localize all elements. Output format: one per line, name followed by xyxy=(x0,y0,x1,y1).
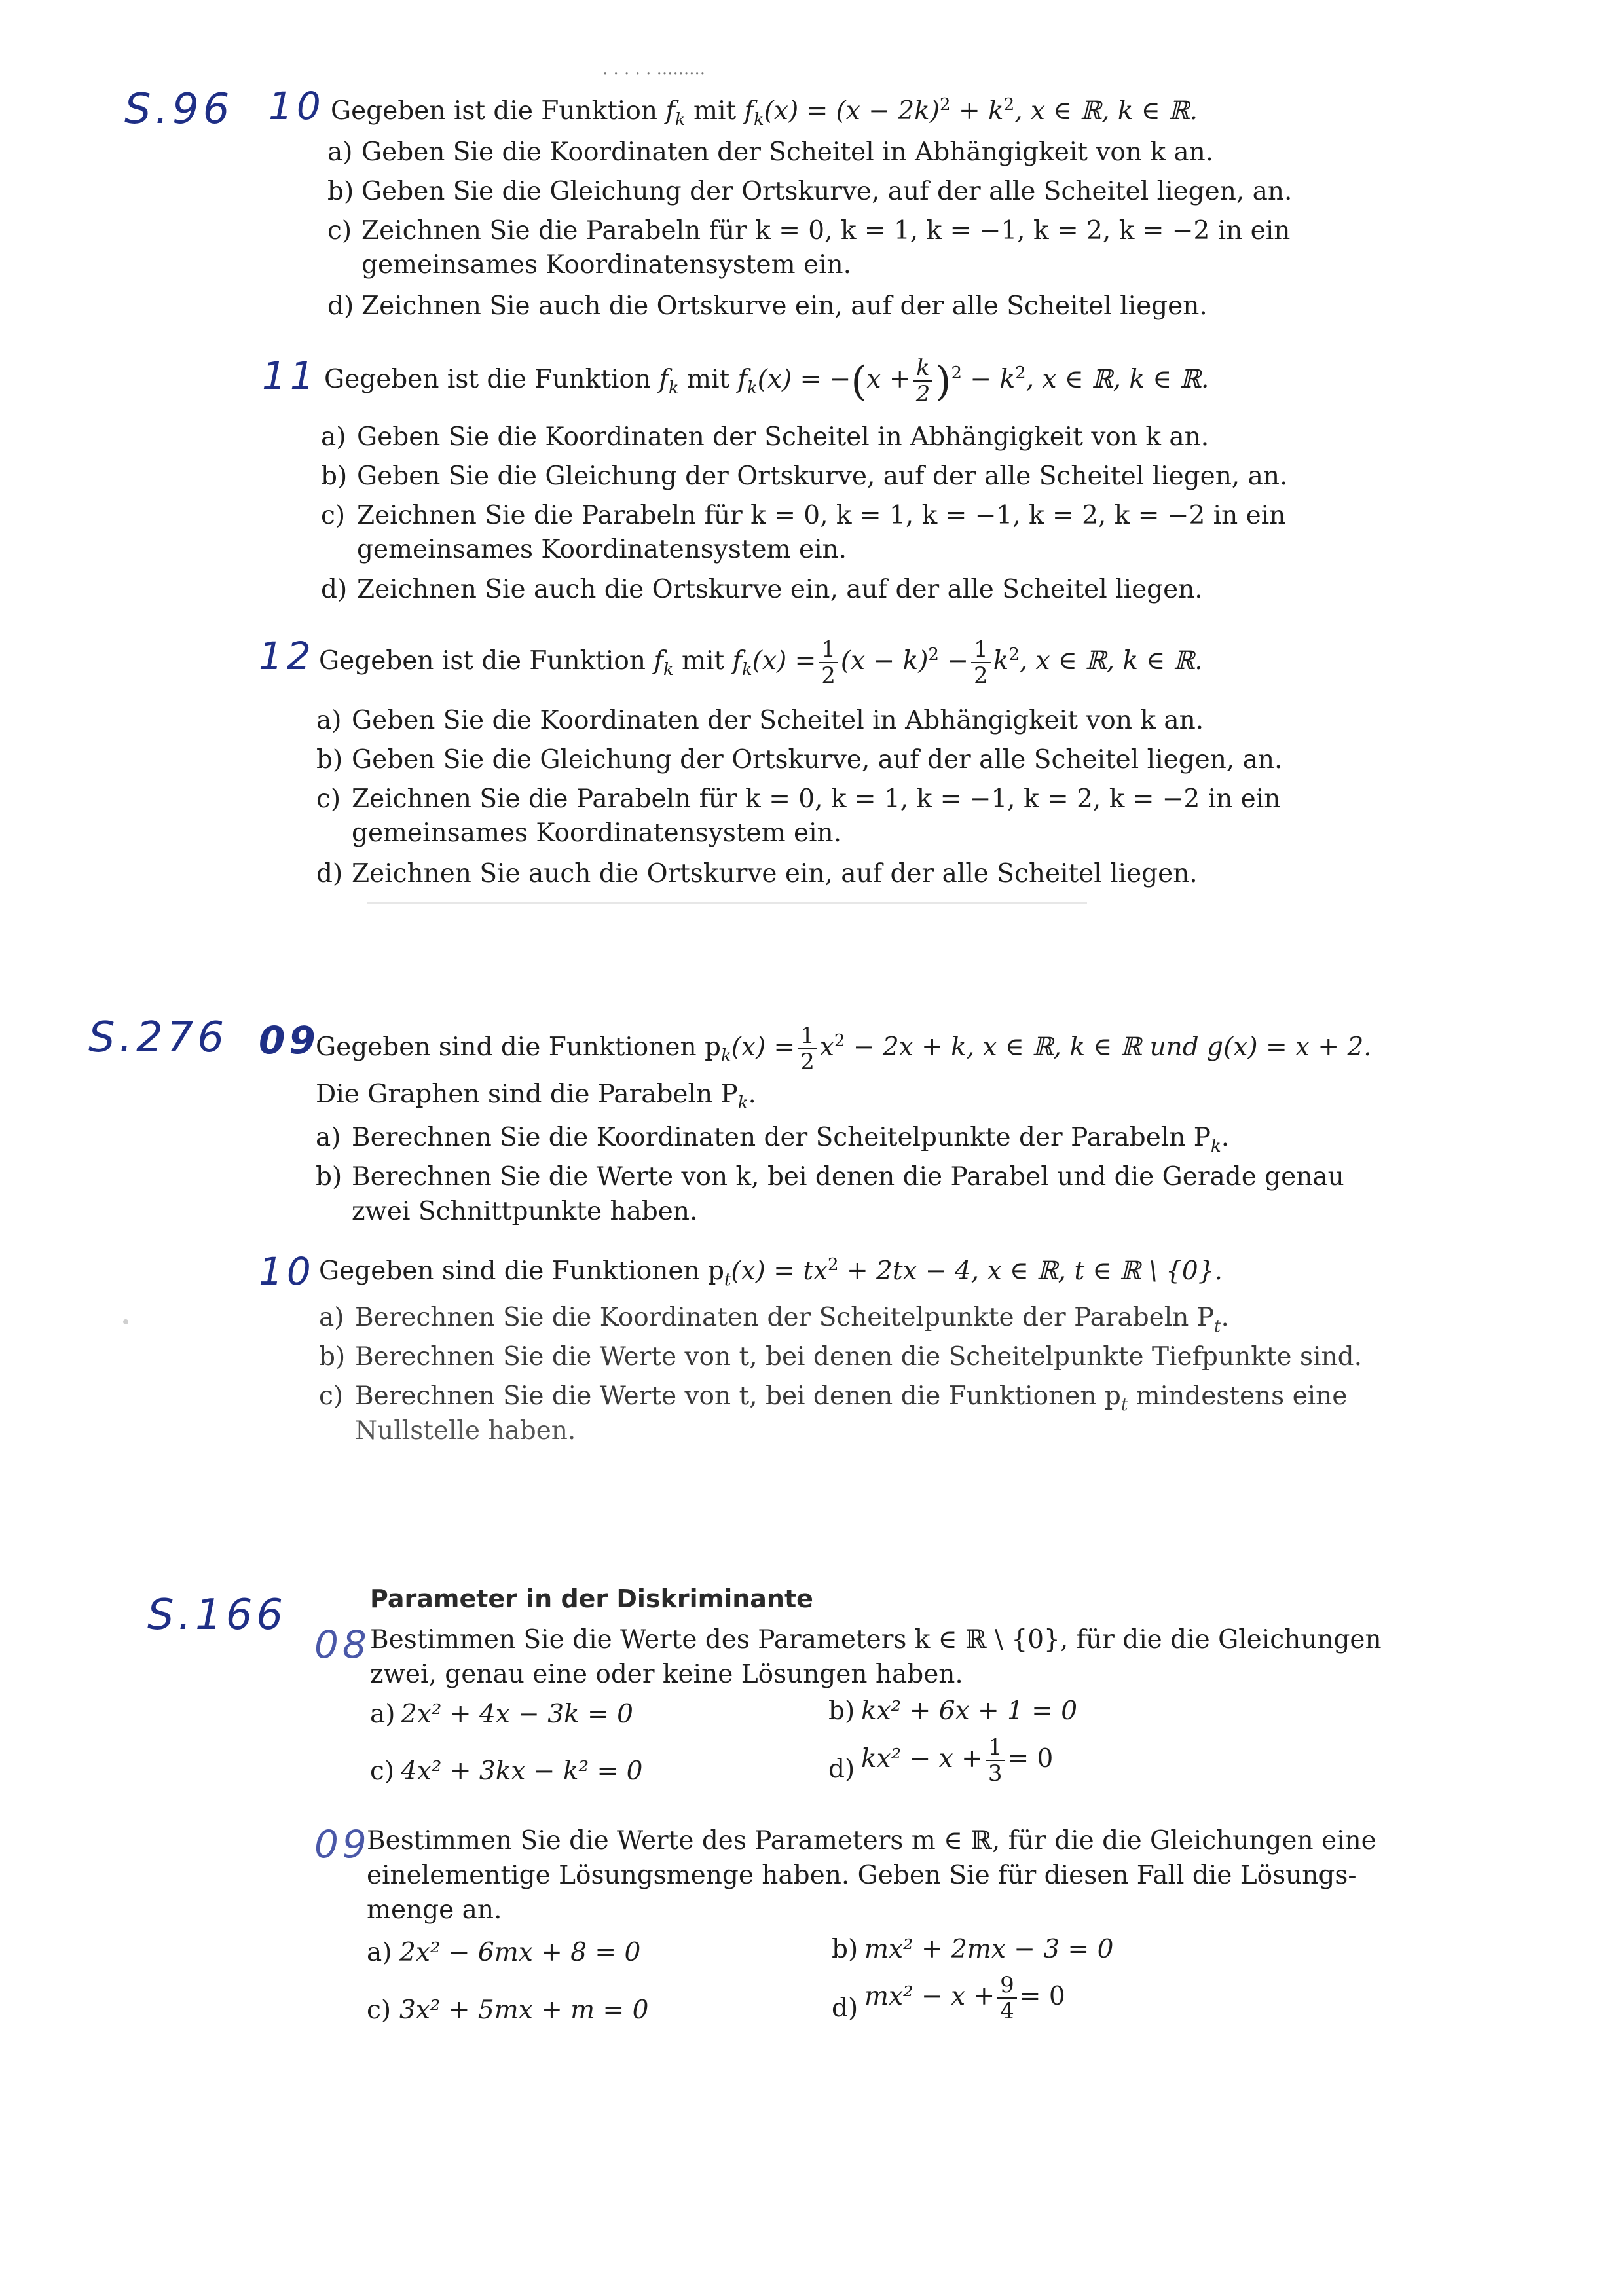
subtask-text: Geben Sie die Koordinaten der Scheitel in Abhängigkeit von k an. xyxy=(352,706,1204,735)
task-statement: Bestimmen Sie die Werte des Parameters m ∈ ℝ, für die die Gleichungen eine xyxy=(367,1826,1376,1855)
task-statement: Gegeben sind die Funktionen $p_k(x)$ = $\frac{1}{2}$ $x^2 - 2x + k$, x ∈ ℝ, k ∈ ℝ und g(x) = x + 2. xyxy=(316,1023,1372,1075)
scan-speck xyxy=(123,1319,128,1324)
subtask-label: d) xyxy=(321,575,348,604)
equation: 2x² − 6mx + 8 = 0 xyxy=(399,1938,641,1967)
subtask-text: Berechnen Sie die Koordinaten der Scheitelpunkte der Parabeln $P_k$. xyxy=(352,1123,1230,1156)
handwritten-page-ref: S.276 xyxy=(88,1013,229,1062)
subtask-label: b) xyxy=(321,462,348,491)
equation: 4x² + 3kx − k² = 0 xyxy=(401,1757,643,1786)
equation-label: a) xyxy=(370,1700,396,1729)
handwritten-page-ref: S.166 xyxy=(147,1591,287,1639)
subtask-text-cont: gemeinsames Koordinatensystem ein. xyxy=(361,250,852,280)
task-statement: Gegeben ist die Funktion $f_k$ mit $f_k(x)$ = $\frac{1}{2}$ $(x - k)^2$ − $\frac{1}{2}$ $k^2$, x ∈ ℝ, k ∈ ℝ. xyxy=(319,636,1203,689)
task-statement-cont: Die Graphen sind die Parabeln $P_k$. xyxy=(316,1080,756,1113)
task-statement: Gegeben ist die Funktion $f_k$ mit $f_k(x) = (x - 2k)^2 + k^2$, x ∈ ℝ, k ∈ ℝ. xyxy=(331,95,1198,130)
task-statement: Gegeben sind die Funktionen $p_t(x) = tx^2 + 2tx - 4$, x ∈ ℝ, t ∈ ℝ \ {0}. xyxy=(319,1255,1223,1290)
equation: kx² − x + $\frac{1}{3}$ = 0 xyxy=(861,1734,1054,1787)
subtask-text: Berechnen Sie die Werte von t, bei denen die Funktionen $p_t$ mindestens eine xyxy=(355,1381,1348,1415)
handwritten-task-number: 12 xyxy=(259,634,315,678)
task-statement: Bestimmen Sie die Werte des Parameters k ∈ ℝ \ {0}, für die die Gleichungen xyxy=(370,1625,1382,1654)
subtask-text-cont: gemeinsames Koordinatensystem ein. xyxy=(357,535,847,564)
subtask-text-cont: Nullstelle haben. xyxy=(355,1416,576,1446)
scan-shadow-line xyxy=(367,902,1087,904)
subtask-label: a) xyxy=(321,422,346,452)
subtask-label: c) xyxy=(327,216,352,246)
subtask-text: Geben Sie die Koordinaten der Scheitel in Abhängigkeit von k an. xyxy=(357,422,1209,452)
subtask-label: a) xyxy=(316,706,342,735)
subtask-text: Geben Sie die Gleichung der Ortskurve, auf der alle Scheitel liegen, an. xyxy=(352,745,1283,774)
subtask-text: Zeichnen Sie die Parabeln für k = 0, k = 1, k = −1, k = 2, k = −2 in ein xyxy=(361,216,1291,246)
equation-label: b) xyxy=(828,1696,855,1726)
section-heading: Parameter in der Diskriminante xyxy=(370,1584,813,1613)
equation: mx² + 2mx − 3 = 0 xyxy=(864,1935,1114,1964)
header-remnant: · · · · · ········· xyxy=(602,64,706,84)
task-statement-cont: einelementige Lösungsmenge haben. Geben Sie für diesen Fall die Lösungs- xyxy=(367,1861,1357,1890)
subtask-label: d) xyxy=(316,859,343,888)
handwritten-task-number: 10 xyxy=(268,84,325,128)
subtask-text-cont: zwei Schnittpunkte haben. xyxy=(352,1197,698,1226)
equation: kx² + 6x + 1 = 0 xyxy=(861,1696,1078,1726)
equation-label: c) xyxy=(367,1995,392,2025)
subtask-text: Zeichnen Sie die Parabeln für k = 0, k = 1, k = −1, k = 2, k = −2 in ein xyxy=(357,501,1286,530)
subtask-text: Zeichnen Sie auch die Ortskurve ein, auf der alle Scheitel liegen. xyxy=(361,291,1208,321)
subtask-text: Berechnen Sie die Werte von t, bei denen die Scheitelpunkte Tiefpunkte sind. xyxy=(355,1342,1362,1372)
equation: 2x² + 4x − 3k = 0 xyxy=(401,1700,633,1729)
equation-label: c) xyxy=(370,1757,395,1786)
subtask-text-cont: gemeinsames Koordinatensystem ein. xyxy=(352,818,842,848)
handwritten-task-number: 09 xyxy=(259,1018,320,1063)
subtask-label: c) xyxy=(319,1381,344,1411)
subtask-text: Geben Sie die Gleichung der Ortskurve, auf der alle Scheitel liegen, an. xyxy=(361,177,1293,206)
subtask-label: d) xyxy=(327,291,354,321)
handwritten-task-number: 09 xyxy=(314,1822,371,1867)
subtask-text: Zeichnen Sie auch die Ortskurve ein, auf der alle Scheitel liegen. xyxy=(352,859,1198,888)
subtask-label: a) xyxy=(319,1303,344,1332)
equation-label: d) xyxy=(832,1994,858,2023)
task-statement-cont: zwei, genau eine oder keine Lösungen haben. xyxy=(370,1660,963,1689)
subtask-label: b) xyxy=(316,745,343,774)
handwritten-task-number: 08 xyxy=(314,1622,371,1667)
equation: 3x² + 5mx + m = 0 xyxy=(399,1995,649,2025)
subtask-text: Zeichnen Sie auch die Ortskurve ein, auf der alle Scheitel liegen. xyxy=(357,575,1203,604)
equation-label: d) xyxy=(828,1755,855,1784)
subtask-label: a) xyxy=(316,1123,341,1152)
task-statement: Gegeben ist die Funktion $f_k$ mit $f_k(x) = -(x$ + $\frac{k}{2}$ )$^2 - k^2$, x ∈ ℝ, k ∈ ℝ. xyxy=(324,355,1209,407)
subtask-label: b) xyxy=(327,177,354,206)
equation-label: a) xyxy=(367,1938,392,1967)
subtask-text: Geben Sie die Koordinaten der Scheitel in Abhängigkeit von k an. xyxy=(361,137,1214,167)
subtask-text: Geben Sie die Gleichung der Ortskurve, auf der alle Scheitel liegen, an. xyxy=(357,462,1288,491)
task-statement-cont: menge an. xyxy=(367,1895,502,1925)
handwritten-page-ref: S.96 xyxy=(124,85,234,134)
subtask-label: b) xyxy=(319,1342,346,1372)
subtask-label: b) xyxy=(316,1162,342,1192)
subtask-text: Zeichnen Sie die Parabeln für k = 0, k = 1, k = −1, k = 2, k = −2 in ein xyxy=(352,784,1281,814)
equation: mx² − x + $\frac{9}{4}$ = 0 xyxy=(864,1972,1065,2024)
subtask-label: a) xyxy=(327,137,353,167)
subtask-label: c) xyxy=(316,784,341,814)
handwritten-task-number: 10 xyxy=(259,1249,315,1294)
subtask-text: Berechnen Sie die Koordinaten der Scheitelpunkte der Parabeln $P_t$. xyxy=(355,1303,1229,1336)
equation-label: b) xyxy=(832,1935,858,1964)
subtask-label: c) xyxy=(321,501,346,530)
subtask-text: Berechnen Sie die Werte von k, bei denen die Parabel und die Gerade genau xyxy=(352,1162,1344,1192)
handwritten-task-number: 11 xyxy=(262,354,318,398)
